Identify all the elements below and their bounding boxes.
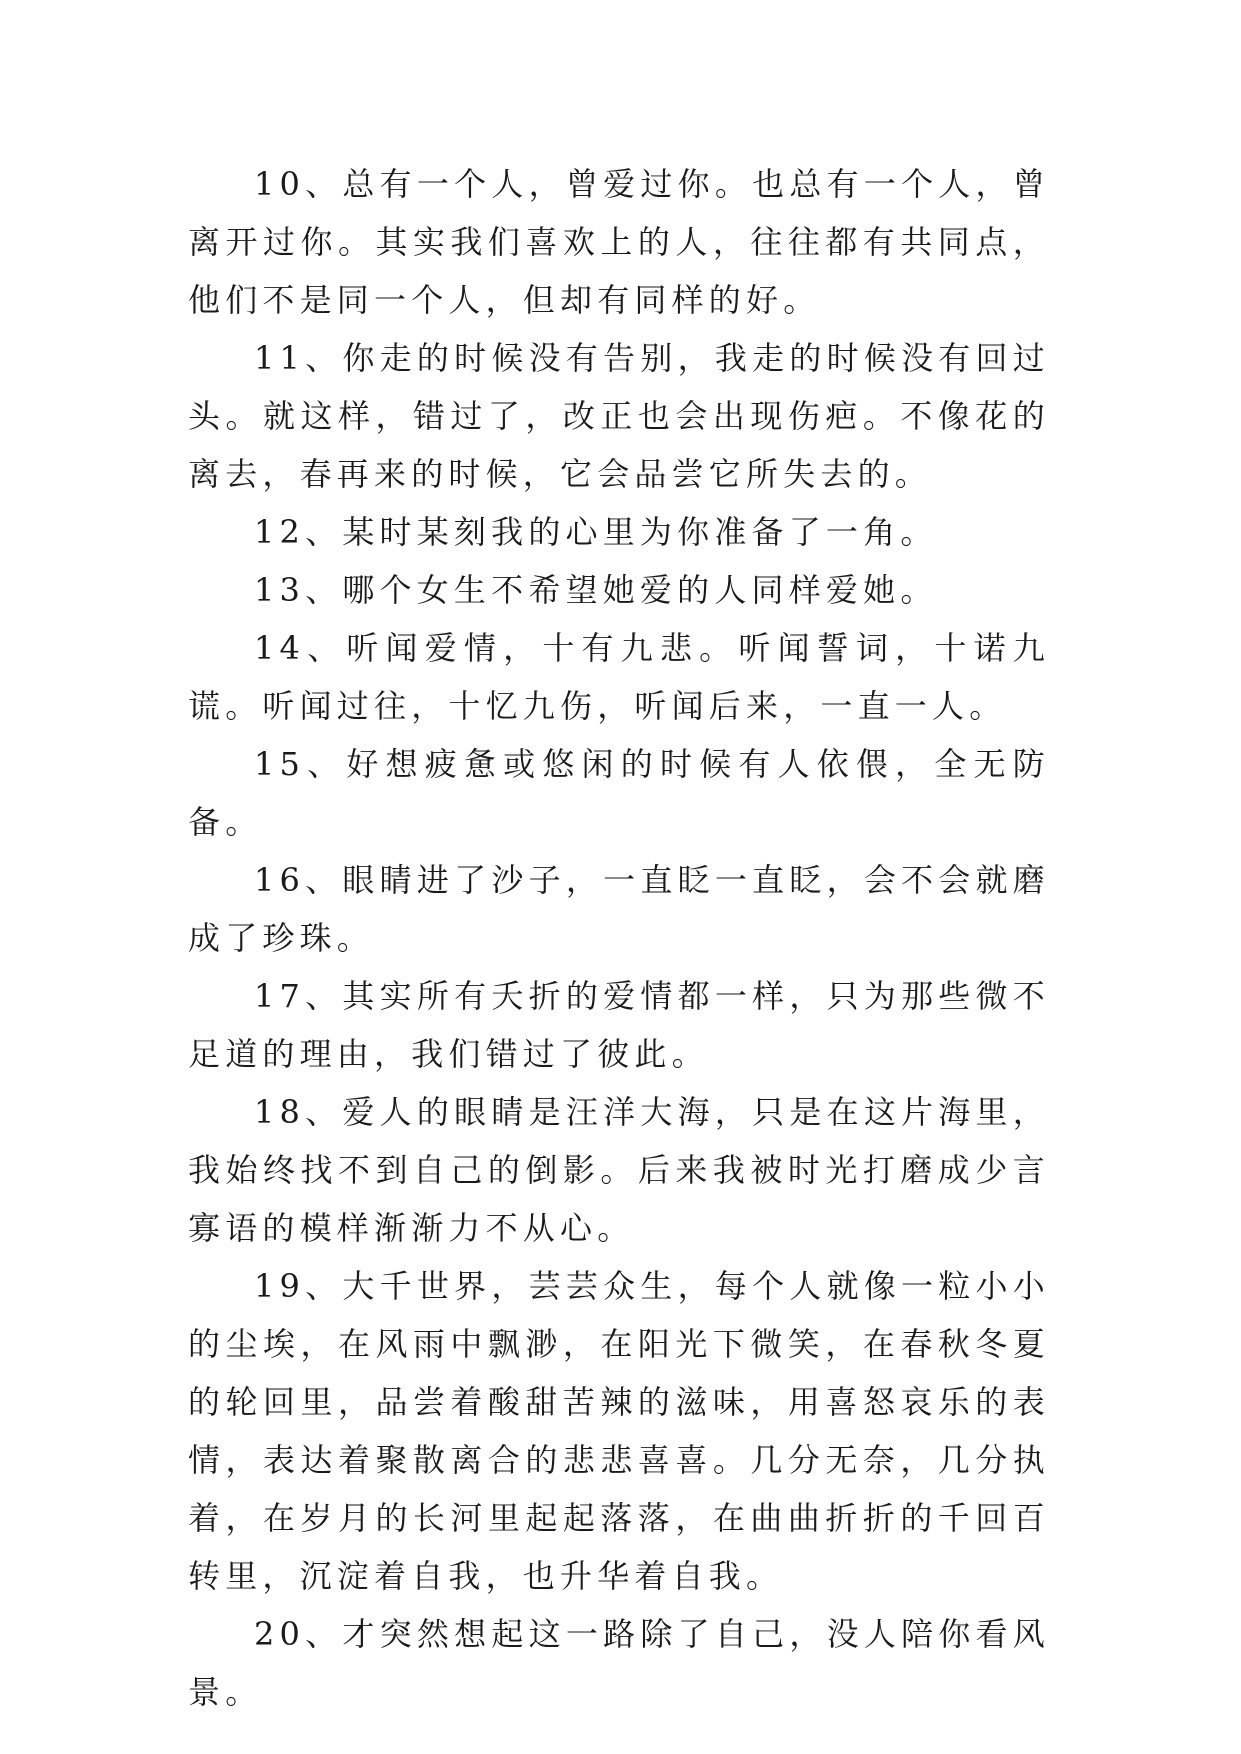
paragraph-17: 17、其实所有夭折的爱情都一样，只为那些微不足道的理由，我们错过了彼此。 bbox=[188, 977, 1050, 1073]
paragraph-20: 20、才突然想起这一路除了自己，没人陪你看风景。 bbox=[188, 1615, 1050, 1711]
paragraph-15: 15、好想疲惫或悠闲的时候有人依偎，全无防备。 bbox=[188, 745, 1050, 841]
paragraph-11: 11、你走的时候没有告别，我走的时候没有回过头。就这样，错过了，改正也会出现伤疤。不像花的离去，春再来的时候，它会品尝它所失去的。 bbox=[188, 339, 1050, 493]
paragraph-18: 18、爱人的眼睛是汪洋大海，只是在这片海里，我始终找不到自己的倒影。后来我被时光打磨成少言寡语的模样渐渐力不从心。 bbox=[188, 1093, 1050, 1247]
paragraph-13: 13、哪个女生不希望她爱的人同样爱她。 bbox=[254, 571, 938, 609]
paragraph-14: 14、听闻爱情，十有九悲。听闻誓词，十诺九谎。听闻过往，十忆九伤，听闻后来，一直一人。 bbox=[188, 629, 1050, 725]
paragraph-16: 16、眼睛进了沙子，一直眨一直眨，会不会就磨成了珍珠。 bbox=[188, 861, 1050, 957]
paragraph-12: 12、某时某刻我的心里为你准备了一角。 bbox=[254, 513, 938, 551]
document-body bbox=[188, 155, 1050, 1721]
paragraph-19: 19、大千世界，芸芸众生，每个人就像一粒小小的尘埃，在风雨中飘渺，在阳光下微笑，在春秋冬夏的轮回里，品尝着酸甜苦辣的滋味，用喜怒哀乐的表情，表达着聚散离合的悲悲喜喜。几分无奈，几分执着，在岁月的长河里起起落落，在曲曲折折的千回百转里，沉淀着自我，也升华着自我。 bbox=[188, 1267, 1050, 1595]
paragraph-10: 10、总有一个人，曾爱过你。也总有一个人，曾离开过你。其实我们喜欢上的人，往往都有共同点，他们不是同一个人，但却有同样的好。 bbox=[188, 165, 1050, 319]
